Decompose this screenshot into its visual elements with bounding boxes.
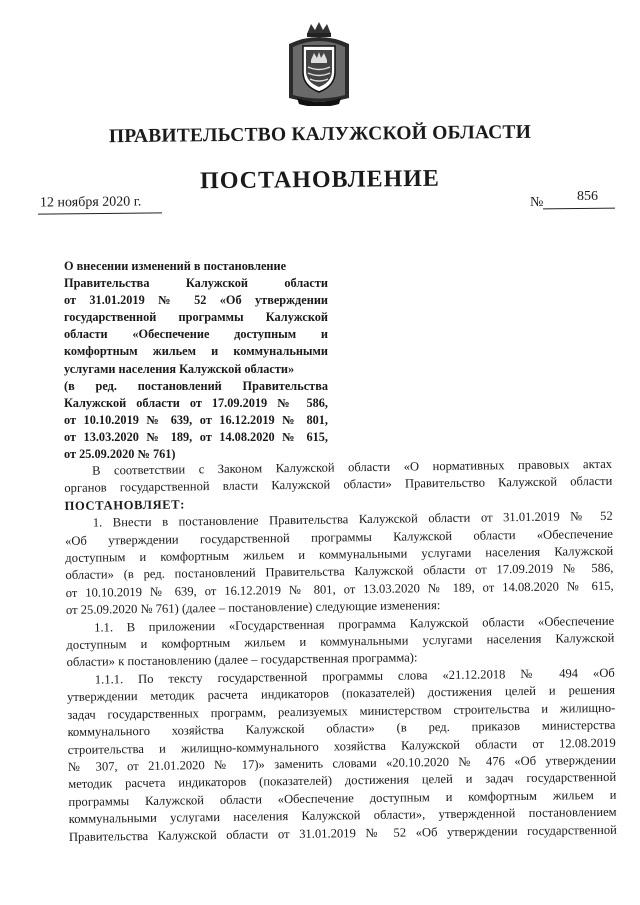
subject-line: Калужской области от 17.09.2019 № 586, bbox=[64, 395, 328, 410]
body-line: «Об утверждении государственной программы Калужской области «Обеспечение bbox=[64, 526, 614, 548]
body-line-resolves: ПОСТАНОВЛЯЕТ: bbox=[64, 497, 186, 513]
date-underline bbox=[38, 212, 162, 214]
body-line: 1.1. В приложении «Государственная программа Калужской области «Обеспечение bbox=[94, 613, 615, 635]
body-line: 1.1.1. По тексту государственной программы слова «21.12.2018 № 494 «Об bbox=[94, 665, 615, 687]
document-subject bbox=[64, 258, 328, 463]
body-line: утверждении методик расчета индикаторов (показателей) достижения целей и решения bbox=[66, 683, 616, 705]
document-body bbox=[64, 456, 617, 846]
body-line: программы Калужской области «Обеспечение доступным и комфортным жильем и bbox=[68, 787, 617, 809]
coat-of-arms-emblem bbox=[283, 20, 355, 106]
body-line: от 10.10.2019 № 639, от 16.12.2019 № 801, от 13.03.2020 № 189, от 14.08.2020 № 615, bbox=[65, 578, 614, 600]
body-line: коммунальными услугами населения Калужской области», утвержденной постановлением bbox=[68, 804, 617, 827]
body-line: 1. Внести в постановление Правительства Калужской области от 31.01.2019 № 52 bbox=[92, 509, 613, 530]
subject-line: О внесении изменений в постановление bbox=[64, 259, 287, 273]
body-line: Правительства Калужской области от 31.01.2019 № 52 «Об утверждении государственной bbox=[68, 822, 617, 844]
body-line: В соответствии с Законом Калужской области «О нормативных правовых актах bbox=[92, 456, 613, 478]
body-line: от 25.09.2020 № 761) (далее – постановление) следующие изменения: bbox=[65, 598, 441, 618]
subject-line: от 25.09.2020 № 761) bbox=[64, 447, 176, 462]
number-sign: № bbox=[530, 195, 544, 210]
body-line: № 307, от 21.01.2020 № 17)» заменить словами «20.10.2020 № 476 «Об утверждении bbox=[67, 752, 617, 774]
body-line: доступным и комфортным жильем и коммунальными услугами населения Калужской bbox=[66, 630, 615, 653]
body-line: доступным и комфортным жильем и коммунальными услугами населения Калужской bbox=[65, 543, 614, 566]
document-type-heading: ПОСТАНОВЛЕНИЕ bbox=[199, 165, 441, 195]
subject-line: комфортным жильем и коммунальными bbox=[64, 344, 328, 359]
body-line: строительства и жилищно-коммунального хозяйства Калужской области от 12.08.2019 bbox=[67, 735, 616, 757]
body-line: области» к постановлению (далее – государственная программа): bbox=[66, 650, 418, 670]
organization-title: ПРАВИТЕЛЬСТВО КАЛУЖСКОЙ ОБЛАСТИ bbox=[108, 121, 532, 148]
subject-line: услугами населения Калужской области» bbox=[64, 361, 295, 376]
subject-line: (в ред. постановлений Правительства bbox=[64, 378, 328, 393]
subject-line: области «Обеспечение доступным и bbox=[64, 327, 328, 342]
subject-line: от 10.10.2019 № 639, от 16.12.2019 № 801, bbox=[64, 412, 328, 427]
document-date: 12 ноября 2020 г. bbox=[39, 194, 142, 211]
body-line: методик расчета индикаторов (показателей) достижения целей и задач государственной bbox=[68, 770, 617, 792]
body-line: задач государственных программ, реализуемых министерством строительства и жилищно- bbox=[67, 700, 616, 722]
subject-line: государственной программы Калужской bbox=[64, 310, 328, 325]
number-underline bbox=[543, 208, 615, 210]
document-number: 856 bbox=[577, 189, 598, 204]
subject-line: от 13.03.2020 № 189, от 14.08.2020 № 615, bbox=[64, 429, 328, 444]
body-line: коммунального хозяйства Калужской области» (в ред. приказов министерства bbox=[67, 717, 616, 740]
subject-line: от 31.01.2019 № 52 «Об утверждении bbox=[64, 293, 328, 308]
subject-line: Правительства Калужской области bbox=[64, 276, 328, 291]
body-line: органов государственной власти Калужской области» Правительство Калужской области bbox=[64, 474, 613, 496]
body-line: области» (в ред. постановлений Правительства Калужской области от 17.09.2019 № 586, bbox=[65, 561, 614, 583]
